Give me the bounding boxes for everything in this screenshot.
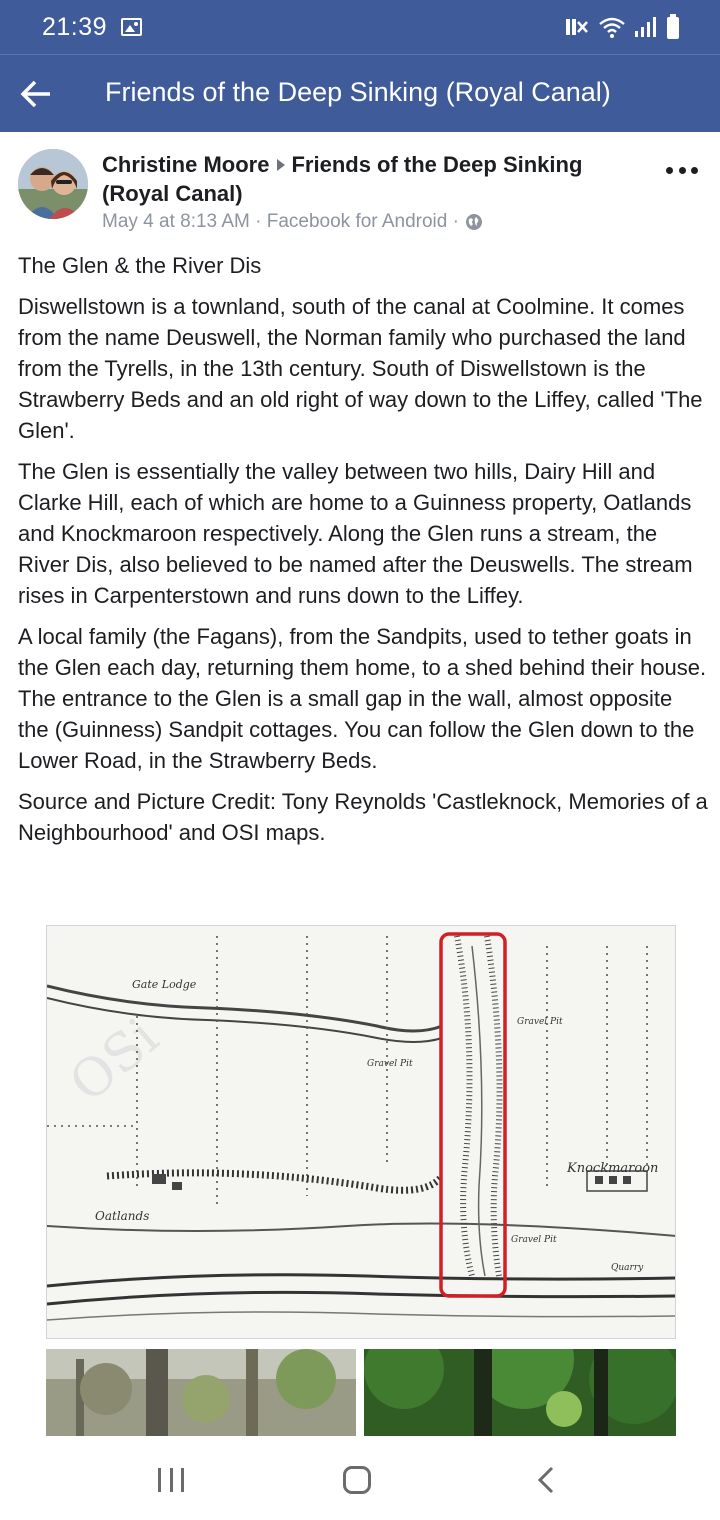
map-label-gate-lodge: Gate Lodge (132, 978, 197, 991)
avatar[interactable] (18, 149, 88, 219)
status-time: 21:39 (42, 13, 108, 41)
post-meta (102, 209, 642, 235)
map-label-oatlands: Oatlands (95, 1209, 150, 1223)
map-label-gravel-pit: Gravel Pit (511, 1235, 557, 1245)
woodland-photo-right (364, 1349, 676, 1439)
post-paragraph: Source and Picture Credit: Tony Reynolds 'Castleknock, Memories of a Neighbourhood' and OSI maps. (18, 789, 708, 845)
woodland-photo-left (46, 1349, 356, 1439)
app-bar (0, 54, 720, 132)
navigation-bar (0, 1436, 720, 1520)
post-header (102, 150, 642, 235)
wifi-icon (598, 15, 626, 39)
home-icon[interactable] (343, 1466, 371, 1494)
post-body (18, 250, 708, 858)
image-icon (121, 18, 142, 36)
map-label-quarry: Quarry (611, 1263, 644, 1273)
photo-thumbnail-right[interactable] (364, 1349, 676, 1439)
globe-icon (465, 213, 483, 231)
map-label-gravel-pit: Gravel Pit (367, 1059, 413, 1069)
post-paragraph: The Glen & the River Dis (18, 253, 262, 278)
group-name[interactable]: Friends of the Deep Sinking (Royal Canal) (102, 152, 583, 206)
battery-icon (666, 14, 680, 40)
status-bar (0, 0, 720, 54)
post-paragraph: A local family (the Fagans), from the Sandpits, used to tether goats in the Glen each day, returning them home, to a shed behind their house. The entrance to the Glen is a small gap in the wall, almost opposite the (Guinness) Sandpit cottages. You can follow the Glen down to the Lower Road, in the Strawberry Beds. (18, 624, 707, 773)
author-line (102, 150, 642, 208)
signal-icon (634, 15, 658, 39)
photo-thumbnail-left[interactable] (46, 1349, 356, 1439)
post-paragraph: The Glen is essentially the valley between two hills, Dairy Hill and Clarke Hill, each of which are home to a Guinness property, Oatlands and Knockmaroon respectively. Along the Glen runs a stream, the River Dis, also believed to be named after the Deuswells. The stream rises in Carpenterstown and runs down to the Liffey. (18, 459, 693, 608)
back-icon[interactable] (536, 1466, 556, 1494)
map-watermark: OSi (58, 1007, 170, 1115)
avatar-photo (18, 149, 88, 219)
map-label-knockmaroon: Knockmaroon (567, 1161, 659, 1176)
historic-map (47, 926, 676, 1339)
author-name[interactable]: Christine Moore (102, 152, 270, 177)
more-options-icon[interactable] (666, 164, 698, 176)
map-image[interactable] (46, 925, 676, 1339)
mute-icon (564, 15, 590, 39)
caret-right-icon (277, 159, 285, 171)
status-icons (564, 13, 680, 41)
post-paragraph: Diswellstown is a townland, south of the canal at Coolmine. It comes from the name Deuswell, the Norman family who purchased the land from the Tyrells, in the 13th century. South of Diswellstown is the Strawberry Beds and an old right of way down to the Liffey, called 'The Glen'. (18, 294, 703, 443)
back-arrow-icon[interactable] (20, 79, 52, 109)
map-label-gravel-pit: Gravel Pit (517, 1017, 563, 1027)
group-title: Friends of the Deep Sinking (Royal Canal) (105, 77, 611, 107)
post-meta-text[interactable]: May 4 at 8:13 AM · Facebook for Android · (102, 211, 459, 232)
recents-icon[interactable] (158, 1468, 184, 1492)
